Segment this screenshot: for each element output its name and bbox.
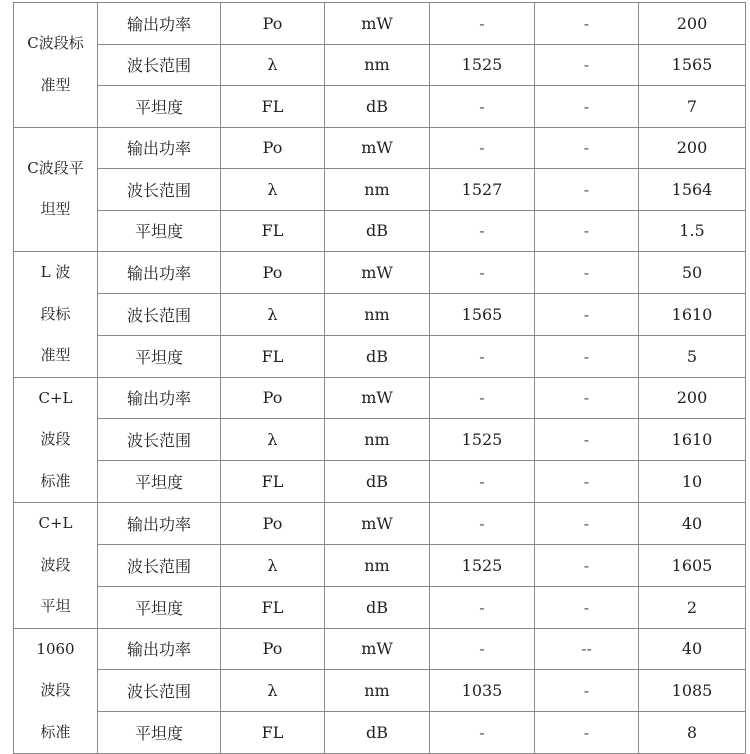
min-cell: - (430, 461, 535, 503)
product-type-label: 1060 (36, 639, 75, 658)
sym-cell: λ (221, 419, 325, 461)
table-row (14, 503, 746, 545)
table-row (14, 210, 746, 252)
param-cell: 波长范围 (98, 44, 221, 86)
sym-cell: λ (221, 44, 325, 86)
product-type-label: 平坦 (40, 597, 71, 615)
max-cell: 50 (639, 252, 746, 294)
max-cell: 1085 (639, 670, 746, 712)
spec-table (13, 2, 746, 754)
max-cell: 2 (639, 586, 746, 628)
unit-cell: dB (325, 335, 430, 377)
typ-cell: - (535, 419, 639, 461)
product-type-cell (14, 503, 98, 629)
sym-cell: Po (221, 252, 325, 294)
unit-cell: nm (325, 293, 430, 335)
typ-cell: - (535, 210, 639, 252)
max-cell: 1565 (639, 44, 746, 86)
product-type-label: 标准 (40, 471, 71, 490)
typ-cell: - (535, 86, 639, 128)
sym-cell: λ (221, 670, 325, 712)
param-cell: 波长范围 (98, 544, 221, 586)
max-cell: 8 (639, 712, 746, 754)
product-type-label: C+L (38, 388, 73, 407)
min-cell: - (430, 712, 535, 754)
max-cell: 40 (639, 628, 746, 670)
max-cell: 200 (639, 127, 746, 169)
typ-cell: - (535, 461, 639, 503)
product-type-label: 坦型 (40, 200, 71, 219)
min-cell: 1565 (430, 293, 535, 335)
param-cell: 输出功率 (98, 3, 221, 45)
table-row (14, 419, 746, 461)
unit-cell: mW (325, 252, 430, 294)
max-cell: 1564 (639, 169, 746, 211)
param-cell: 波长范围 (98, 419, 221, 461)
min-cell: 1525 (430, 44, 535, 86)
sym-cell: FL (221, 461, 325, 503)
max-cell: 200 (639, 377, 746, 419)
table-row (14, 586, 746, 628)
product-type-label: C波段平 (27, 158, 84, 177)
unit-cell: dB (325, 86, 430, 128)
sym-cell: FL (221, 210, 325, 252)
param-cell: 平坦度 (98, 86, 221, 128)
table-row (14, 544, 746, 586)
unit-cell: nm (325, 544, 430, 586)
table-row (14, 293, 746, 335)
product-type-label: 标准 (40, 722, 71, 741)
unit-cell: mW (325, 127, 430, 169)
unit-cell: mW (325, 3, 430, 45)
unit-cell: dB (325, 461, 430, 503)
param-cell: 输出功率 (98, 127, 221, 169)
sym-cell: FL (221, 586, 325, 628)
typ-cell: - (535, 252, 639, 294)
max-cell: 10 (639, 461, 746, 503)
table-row (14, 377, 746, 419)
max-cell: 200 (639, 3, 746, 45)
min-cell: 1525 (430, 544, 535, 586)
spec-table-body (14, 3, 746, 754)
table-row (14, 628, 746, 670)
typ-cell: - (535, 3, 639, 45)
typ-cell: - (535, 586, 639, 628)
unit-cell: dB (325, 210, 430, 252)
product-type-label: L 波 (40, 263, 71, 281)
sym-cell: Po (221, 377, 325, 419)
max-cell: 1605 (639, 544, 746, 586)
min-cell: - (430, 503, 535, 545)
min-cell: - (430, 335, 535, 377)
max-cell: 7 (639, 86, 746, 128)
typ-cell: - (535, 169, 639, 211)
product-type-label: 段标 (40, 304, 71, 323)
product-type-cell (14, 3, 98, 128)
unit-cell: dB (325, 586, 430, 628)
param-cell: 输出功率 (98, 628, 221, 670)
param-cell: 平坦度 (98, 712, 221, 754)
table-row (14, 712, 746, 754)
product-type-cell (14, 628, 98, 754)
product-type-cell (14, 127, 98, 252)
typ-cell: - (535, 377, 639, 419)
min-cell: - (430, 127, 535, 169)
min-cell: - (430, 86, 535, 128)
product-type-label: 波段 (40, 555, 71, 574)
typ-cell: - (535, 544, 639, 586)
typ-cell: - (535, 670, 639, 712)
product-type-cell (14, 377, 98, 503)
min-cell: - (430, 628, 535, 670)
sym-cell: λ (221, 293, 325, 335)
product-type-cell (14, 252, 98, 378)
typ-cell: - (535, 335, 639, 377)
sym-cell: λ (221, 544, 325, 586)
table-row (14, 252, 746, 294)
unit-cell: mW (325, 628, 430, 670)
max-cell: 1610 (639, 293, 746, 335)
typ-cell: - (535, 503, 639, 545)
table-row (14, 335, 746, 377)
sym-cell: Po (221, 3, 325, 45)
unit-cell: dB (325, 712, 430, 754)
min-cell: 1035 (430, 670, 535, 712)
min-cell: - (430, 252, 535, 294)
sym-cell: FL (221, 86, 325, 128)
table-row (14, 169, 746, 211)
sym-cell: Po (221, 628, 325, 670)
typ-cell: - (535, 44, 639, 86)
max-cell: 1.5 (639, 210, 746, 252)
min-cell: - (430, 3, 535, 45)
param-cell: 平坦度 (98, 586, 221, 628)
param-cell: 输出功率 (98, 503, 221, 545)
table-row (14, 670, 746, 712)
param-cell: 波长范围 (98, 670, 221, 712)
typ-cell: - (535, 293, 639, 335)
min-cell: - (430, 377, 535, 419)
param-cell: 平坦度 (98, 335, 221, 377)
product-type-label: C+L (38, 514, 73, 532)
sym-cell: λ (221, 169, 325, 211)
min-cell: - (430, 210, 535, 252)
max-cell: 1610 (639, 419, 746, 461)
unit-cell: nm (325, 44, 430, 86)
min-cell: 1525 (430, 419, 535, 461)
unit-cell: nm (325, 670, 430, 712)
max-cell: 40 (639, 503, 746, 545)
unit-cell: mW (325, 503, 430, 545)
table-row (14, 3, 746, 45)
min-cell: 1527 (430, 169, 535, 211)
typ-cell: - (535, 712, 639, 754)
param-cell: 平坦度 (98, 461, 221, 503)
sym-cell: FL (221, 335, 325, 377)
typ-cell: - (535, 127, 639, 169)
sym-cell: FL (221, 712, 325, 754)
unit-cell: nm (325, 169, 430, 211)
product-type-label: 准型 (40, 346, 71, 364)
table-row (14, 461, 746, 503)
max-cell: 5 (639, 335, 746, 377)
param-cell: 波长范围 (98, 293, 221, 335)
param-cell: 输出功率 (98, 252, 221, 294)
sym-cell: Po (221, 503, 325, 545)
product-type-label: 准型 (40, 75, 71, 94)
param-cell: 输出功率 (98, 377, 221, 419)
unit-cell: nm (325, 419, 430, 461)
product-type-label: C波段标 (27, 34, 84, 53)
min-cell: - (430, 586, 535, 628)
sym-cell: Po (221, 127, 325, 169)
product-type-label: 波段 (40, 430, 71, 448)
table-row (14, 86, 746, 128)
param-cell: 平坦度 (98, 210, 221, 252)
unit-cell: mW (325, 377, 430, 419)
table-row (14, 127, 746, 169)
typ-cell: -- (535, 628, 639, 670)
table-row (14, 44, 746, 86)
param-cell: 波长范围 (98, 169, 221, 211)
product-type-label: 波段 (40, 681, 71, 699)
